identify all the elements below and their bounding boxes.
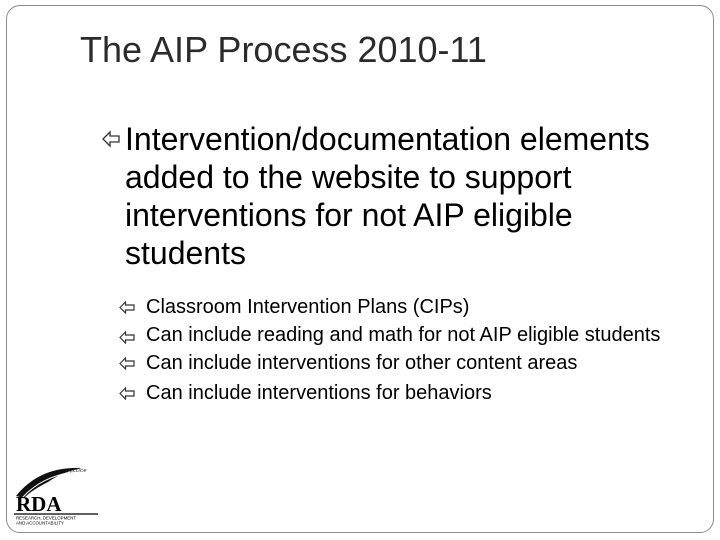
sub-bullet-list [119,292,679,408]
list-item [119,378,679,408]
logo-name: RDA [16,492,62,516]
logo-subtitle-1: RESEARCH, DEVELOPMENT [16,515,77,521]
list-item [119,348,679,378]
logo-subtitle-2: AND ACCOUNTABILITY [16,520,64,526]
sub-bullet-text: Can include interventions for other content areas [146,352,578,374]
sub-bullet-text: Classroom Intervention Plans (CIPs) [146,296,470,318]
arrow-bullet-icon [119,357,135,370]
arrow-bullet-icon [119,387,135,400]
slide-title: The AIP Process 2010-11 [80,29,487,70]
list-item [119,292,679,322]
sub-bullet-text: Can include interventions for behaviors [146,382,492,404]
arrow-bullet-icon [119,331,135,344]
logo-arc-text: Research to Practice [29,467,87,490]
main-bullet-text: Intervention/documentation elements added to the website to support interventions for not AIP eligible students [125,121,650,271]
rda-logo [10,462,104,526]
arrow-bullet-icon [101,130,121,148]
arrow-bullet-icon [119,301,135,314]
list-item [119,322,679,348]
sub-bullet-text: Can include reading and math for not AIP eligible students [146,324,661,346]
